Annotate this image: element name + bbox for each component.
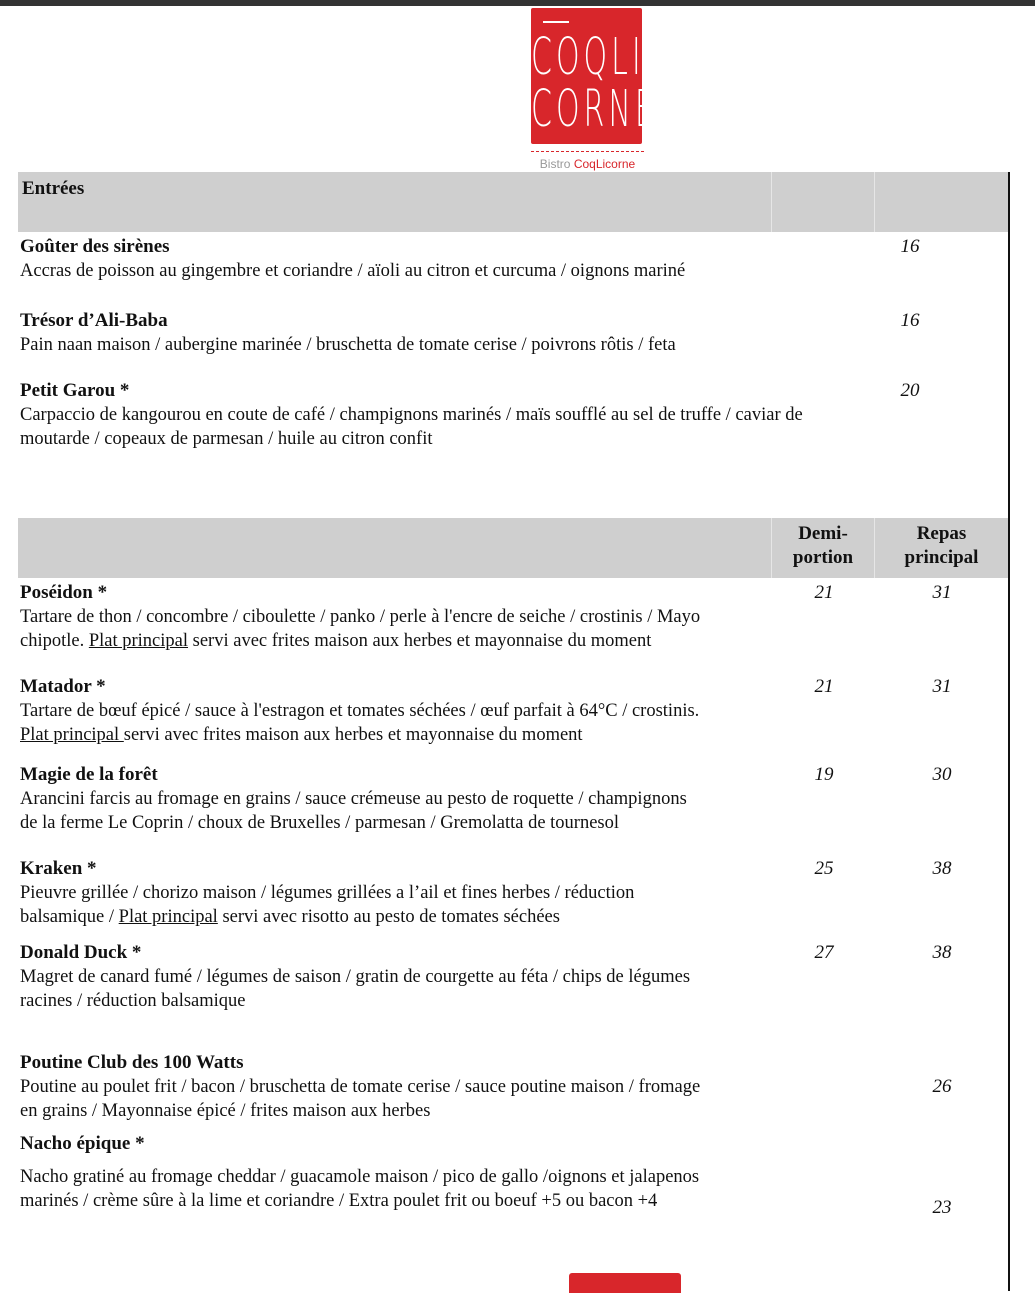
main-course-price: 30 [932,764,952,785]
desc-text: servi avec frites maison aux herbes et mayonnaise du moment [123,725,583,745]
section-title-entrees: Entrées [22,178,85,199]
main-course-price: 31 [932,582,952,603]
item-name: Magie de la forêt [20,764,158,785]
logo-line-1: COQLI [531,28,645,88]
item-name: Trésor d’Ali-Baba [20,310,168,331]
desc-text: de la ferme Le Coprin / choux de Bruxelles / parmesan / Gremolatta de tournesol [20,813,620,833]
item-description-line: Poutine au poulet frit / bacon / bruschetta de tomate cerise / sauce poutine maison / fromage [20,1077,701,1097]
item-description-line: Arancini farcis au fromage en grains / sauce crémeuse au pesto de roquette / champignons [20,789,687,809]
item-description-line [20,723,780,747]
half-portion-price: 21 [814,582,834,603]
half-portion-price: 27 [814,942,834,963]
main-course-price: 38 [932,942,952,963]
header-divider [771,172,772,232]
item-description-line [20,989,780,1013]
menu-item [20,1051,780,1123]
menu-item [20,309,860,357]
caption-bistro: Bistro [539,157,574,171]
next-page-logo-edge [569,1273,681,1293]
desc-text: servi avec frites maison aux herbes et mayonnaise du moment [188,631,652,651]
half-portion-price: 19 [814,764,834,785]
item-description-line: Nacho gratiné au fromage cheddar / guacamole maison / pico de gallo /oignons et jalapenos [20,1167,700,1187]
menu-item [20,379,865,451]
item-description: Carpaccio de kangourou en coute de café / champignons marinés / maïs soufflé au sel de truffe / caviar de moutarde / copeaux de parmesan / huile au citron confit [20,405,803,449]
column-header-line: portion [792,547,854,568]
column-header-half-portion [772,522,874,570]
menu-item [20,581,780,653]
item-description-line: Tartare de thon / concombre / ciboulette / panko / perle à l'encre de seiche / crostinis / Mayo [20,607,701,627]
mains-header [18,518,1008,578]
caption-brand: CoqLicorne [573,157,636,171]
desc-text: racines / réduction balsamique [20,991,246,1011]
item-name: Goûter des sirènes [20,236,170,257]
menu-item [20,675,780,747]
item-name: Poutine Club des 100 Watts [20,1052,244,1073]
item-description-line [20,629,780,653]
item-description: Pain naan maison / aubergine marinée / bruschetta de tomate cerise / poivrons rôtis / feta [20,335,676,355]
page-right-border [1008,172,1010,1291]
item-description-line [20,905,780,929]
menu-item [20,1132,780,1213]
item-name: Matador * [20,676,106,697]
column-header-line: Demi- [798,523,848,544]
item-description-line: Magret de canard fumé / légumes de saison / gratin de courgette au féta / chips de légumes [20,967,691,987]
logo-line-2: CORNE [531,80,658,140]
main-course-price: 38 [932,858,952,879]
item-price: 16 [900,236,920,257]
item-description: Accras de poisson au gingembre et coriandre / aïoli au citron et curcuma / oignons mariné [20,261,686,281]
main-course-note: Plat principal [20,725,124,745]
item-price: 20 [900,380,920,401]
item-description-line [20,811,780,835]
item-name: Poséidon * [20,582,108,603]
entrees-header [18,172,1008,232]
header-divider [874,172,875,232]
main-course-note: Plat principal [118,907,218,927]
item-description-line: marinés / crème sûre à la lime et coriandre / Extra poulet frit ou boeuf +5 ou bacon +4 [20,1191,658,1211]
half-portion-price: 21 [814,676,834,697]
item-description-line: Tartare de bœuf épicé / sauce à l'estragon et tomates séchées / œuf parfait à 64°C / crostinis. [20,701,700,721]
half-portion-price: 25 [814,858,834,879]
menu-item [20,235,860,283]
desc-text: chipotle. [20,631,89,651]
desc-text: balsamique / [20,907,119,927]
item-name: Nacho épique * [20,1133,145,1154]
logo-accent-bar [543,21,569,23]
main-course-price: 31 [932,676,952,697]
main-course-note: Plat principal [88,631,189,651]
item-description-line: en grains / Mayonnaise épicé / frites maison aux herbes [20,1101,431,1121]
item-name: Kraken * [20,858,97,879]
logo-caption [531,151,644,171]
menu-item [20,857,780,929]
item-price: 23 [932,1197,952,1218]
top-border [0,0,1035,6]
item-description-line: Pieuvre grillée / chorizo maison / légumes grillées a l’ail et fines herbes / réduction [20,883,635,903]
item-price: 16 [900,310,920,331]
menu-item [20,763,780,835]
desc-text: servi avec risotto au pesto de tomates séchées [217,907,560,927]
item-name: Petit Garou * [20,380,130,401]
column-header-main-course [875,522,1008,570]
column-header-line: principal [904,547,979,568]
item-name: Donald Duck * [20,942,142,963]
brand-logo [531,8,658,144]
item-price: 26 [932,1076,952,1097]
menu-item [20,941,780,1013]
column-header-line: Repas [916,523,967,544]
